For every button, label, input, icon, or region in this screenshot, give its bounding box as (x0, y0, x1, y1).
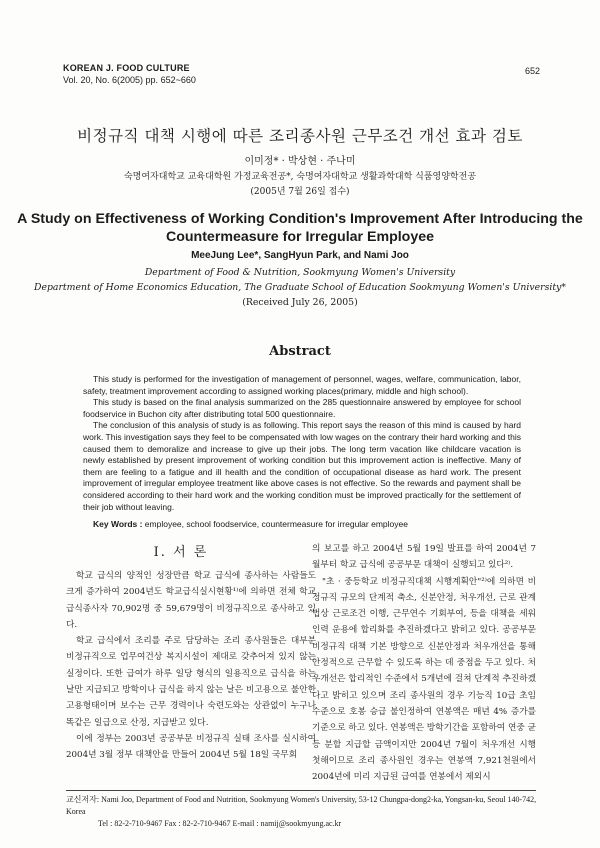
english-affiliation-1: Department of Food & Nutrition, Sookmyung Women's University (144, 267, 456, 278)
abstract-paragraph: The conclusion of this analysis of study is as following. This report says the reason of this mind is caused by hard work. This investigation says they feel to be compensated with low wages on the contrary their hard working and this caused them to demoralize and increase to give up their jobs. The long term vacation like childcare vacation is newly established by present improvement of working condition but this improvement action is ineffective. Many of them are feeling to a fatigue and ill health and the condition of occupational disease as hard work. The present improvement of irregular employee treatment like above cases is not effective. So the rewards and payment shall be considered according to their hard work and the working condition must be improved practically for the settlement of their job without leaving. (83, 420, 521, 512)
abstract-body (83, 374, 521, 513)
body-paragraph: 학교 급식의 양적인 성장만큼 학교 급식에 종사하는 사람들도 크게 증가하여 2004년도 학교급식실시현황¹⁾에 의하면 전체 학교 급식종사자 70,902명 중 59,679명이 비정규직으로 종사하고 있다. (66, 571, 316, 630)
korean-authors: 이미정* · 박상현 · 주나미 (244, 156, 356, 167)
english-title-line2: Countermeasure for Irregular Employee (165, 229, 435, 245)
english-title (0, 210, 600, 246)
keywords (93, 519, 523, 529)
body-paragraph: "초 · 중등학교 비정규직대책 시행계획안"²⁾에 의하면 비정규직 규모의 단계적 축소, 신분안정, 처우개선, 근로 관계법상 근로조건 이행, 근무연수 기회부여, 등을 대책을 세워 인력 운용에 합리화를 추진하겠다고 밝히고 있다. 공공부문 비정규직 대책 기본 방향으로 신분안정과 처우개선을 통해 안정적으로 근무할 수 있도록 하는 데 중점을 두고 있다. 처우개선은 합리적인 수준에서 5개년에 걸쳐 단계적 추진하겠다고 밝히고 있으며 조리 종사원의 경우 기능직 10급 초임수준으로 호봉 승급 불인정하여 연봉액은 매년 4% 증가를 기준으로 하고 있다. 연봉액은 방학기간을 포함하여 연중 균등 분할 지급할 금액이지만 2004년 7월이 처우개선 시행 첫해이므로 조리 종사원인 경우는 연봉액 7,921천원에서 2004년에 미리 지급된 급여를 연봉에서 제외시 (312, 576, 536, 783)
body-paragraph: 학교 급식에서 조리를 주로 담당하는 조리 종사원들은 대부분 비정규직으로 업무여건상 복지시설이 제대로 갖추어져 있지 않는 실정이다. 또한 급여가 하루 일당 형식의 일용직으로 급식을 하는 날만 지급되고 방학이나 급식을 하지 않는 날은 비고용으로 불안한 고용형태이며 보수는 근무 경력이나 숙련도와는 상관없이 누구나 똑같은 일급으로 산정, 지급받고 있다. (66, 636, 316, 728)
body-paragraph: 이에 정부는 2003년 공공부문 비정규직 실태 조사를 실시하여 2004년 3월 정부 대책안을 만들어 2004년 5월 18일 국무회 (66, 733, 316, 761)
english-affiliation-2: Department of Home Economics Education, The Graduate School of Education Sookmyung Women's University* (34, 282, 566, 293)
journal-name: KOREAN J. FOOD CULTURE (63, 63, 190, 73)
journal-volume: Vol. 20, No. 6(2005) pp. 652~660 (63, 75, 196, 85)
section-heading: I. 서 론 (153, 545, 209, 560)
abstract-heading: Abstract (269, 344, 331, 359)
abstract-paragraph: This study is based on the final analysis summarized on the 285 questionnaire answered by employee for school foodservice in Buchon city after distributing total 500 questionnaire. (83, 397, 521, 419)
english-received-date: (Received July 26, 2005) (242, 297, 358, 308)
korean-received-date: (2005년 7월 26일 접수) (250, 187, 350, 197)
english-authors: MeeJung Lee*, SangHyun Park, and Nami Joo (191, 250, 409, 261)
page-number: 652 (524, 66, 540, 76)
keywords-label: Key Words : (93, 519, 143, 529)
abstract-paragraph: This study is performed for the investigation of management of personnel, wages, welfare, communication, labor, safety, treatment improvement according to assigned working places(primary, middle and high school). (83, 374, 521, 396)
correspondence-footnote (66, 794, 546, 830)
left-column (66, 568, 316, 764)
journal-header (63, 62, 196, 86)
footnote-line: 교신저자: Nami Joo, Department of Food and Nutrition, Sookmyung Women's University, 53-12 Chungpa-dong2-ka, Yongsan-ku, Seoul 140-742, Korea (66, 795, 537, 816)
keywords-text: employee, school foodservice, countermeasure for irregular employee (142, 519, 408, 529)
right-column (312, 541, 536, 785)
korean-affiliation: 숙명여자대학교 교육대학원 가정교육전공*, 숙명여자대학교 생활과학대학 식품영양학전공 (123, 172, 477, 182)
footnote-divider (66, 790, 536, 791)
footnote-contact: Tel : 82-2-710-9467 Fax : 82-2-710-9467 E-mail : namij@sookmyung.ac.kr (98, 819, 342, 828)
body-paragraph: 의 보고를 하고 2004년 5월 19일 발표를 하여 2004년 7월부터 학교 급식에 공공부문 대책이 실행되고 있다²⁾. (312, 544, 536, 571)
english-title-line1: A Study on Effectiveness of Working Condition's Improvement After Introducing the (17, 211, 583, 227)
korean-title: 비정규직 대책 시행에 따른 조리종사원 근무조건 개선 효과 검토 (77, 127, 523, 145)
